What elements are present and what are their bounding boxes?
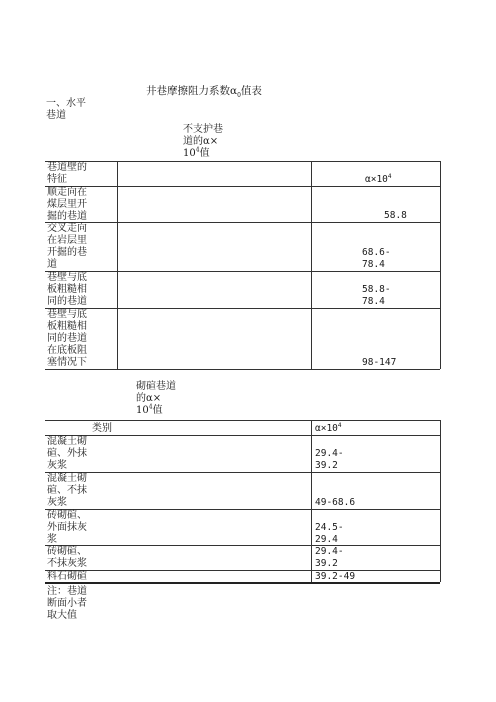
table2-border-top bbox=[45, 420, 440, 421]
table2-caption: 砌碹巷道 的α× $10^4$值 bbox=[136, 381, 176, 416]
table2-row-divider bbox=[45, 509, 440, 510]
table2-row-value: 39.2-49 bbox=[315, 571, 356, 582]
table1-row-divider bbox=[45, 186, 440, 187]
table2-row-label: 料石砌碹 bbox=[47, 571, 87, 582]
table2-row-divider bbox=[45, 545, 440, 546]
table2-row-divider bbox=[45, 570, 440, 571]
table2-border-right bbox=[440, 420, 441, 582]
table1-border-right bbox=[440, 161, 441, 369]
table1-header-col1: 巷道壁的 特征 bbox=[47, 162, 87, 185]
table1-border-bottom bbox=[45, 369, 440, 370]
table2-row-label: 混凝土砌 碹、外抹 灰浆 bbox=[47, 436, 87, 471]
table2-row-label: 砖砌碹、 外面抹灰 浆 bbox=[47, 510, 87, 545]
table1-row-divider bbox=[45, 271, 440, 272]
table2-row-value: 29.4- 39.2 bbox=[315, 546, 344, 569]
table1-header-col2: $\alpha\times 10^4$ bbox=[365, 172, 392, 185]
table2-border-bottom bbox=[45, 582, 440, 584]
table1-row-label: 巷壁与底 板粗糙相 同的巷道 在底板阻 塞情况下 bbox=[47, 309, 87, 368]
table1-column-divider bbox=[117, 161, 118, 369]
section-heading: 一、水平 巷道 bbox=[46, 98, 86, 121]
table1-caption: 不支护巷 道的α× $10^4$值 bbox=[183, 124, 223, 159]
table2-row-value: 49-68.6 bbox=[315, 497, 356, 508]
table2-row-divider bbox=[45, 472, 440, 473]
table1-row-value: 68.6- 78.4 bbox=[362, 247, 391, 270]
footnote: 注：巷道 断面小者 取大值 bbox=[47, 586, 87, 621]
table1-row-value: 58.8 bbox=[384, 210, 407, 221]
table2-column-divider bbox=[311, 420, 312, 582]
table2-header-col2: $\alpha\times 10^4$ bbox=[315, 421, 342, 434]
page-title: 井巷摩擦阻力系数$\alpha_0$值表 bbox=[146, 85, 262, 100]
table1-row-label: 巷壁与底 板粗糙相 同的巷道 bbox=[47, 272, 87, 307]
table1-column-divider bbox=[311, 161, 312, 369]
table1-row-divider bbox=[45, 308, 440, 309]
table1-row-divider bbox=[45, 222, 440, 223]
table2-row-value: 29.4- 39.2 bbox=[315, 448, 344, 471]
table2-header-col1: 类别 bbox=[92, 423, 112, 434]
table2-row-value: 24.5- 29.4 bbox=[315, 522, 344, 545]
table2-row-label: 砖砌碹、 不抹灰浆 bbox=[47, 546, 87, 569]
table1-border-top bbox=[45, 161, 440, 162]
table1-row-label: 交叉走向 在岩层里 开掘的巷 道 bbox=[47, 223, 87, 270]
table1-row-value: 58.8- 78.4 bbox=[362, 284, 391, 307]
table1-row-value: 98-147 bbox=[362, 357, 397, 368]
table2-row-divider bbox=[45, 435, 440, 436]
table2-row-label: 混凝土砌 碹、不抹 灰浆 bbox=[47, 473, 87, 508]
table1-row-label: 顺走向在 煤层里开 掘的巷道 bbox=[47, 187, 87, 222]
